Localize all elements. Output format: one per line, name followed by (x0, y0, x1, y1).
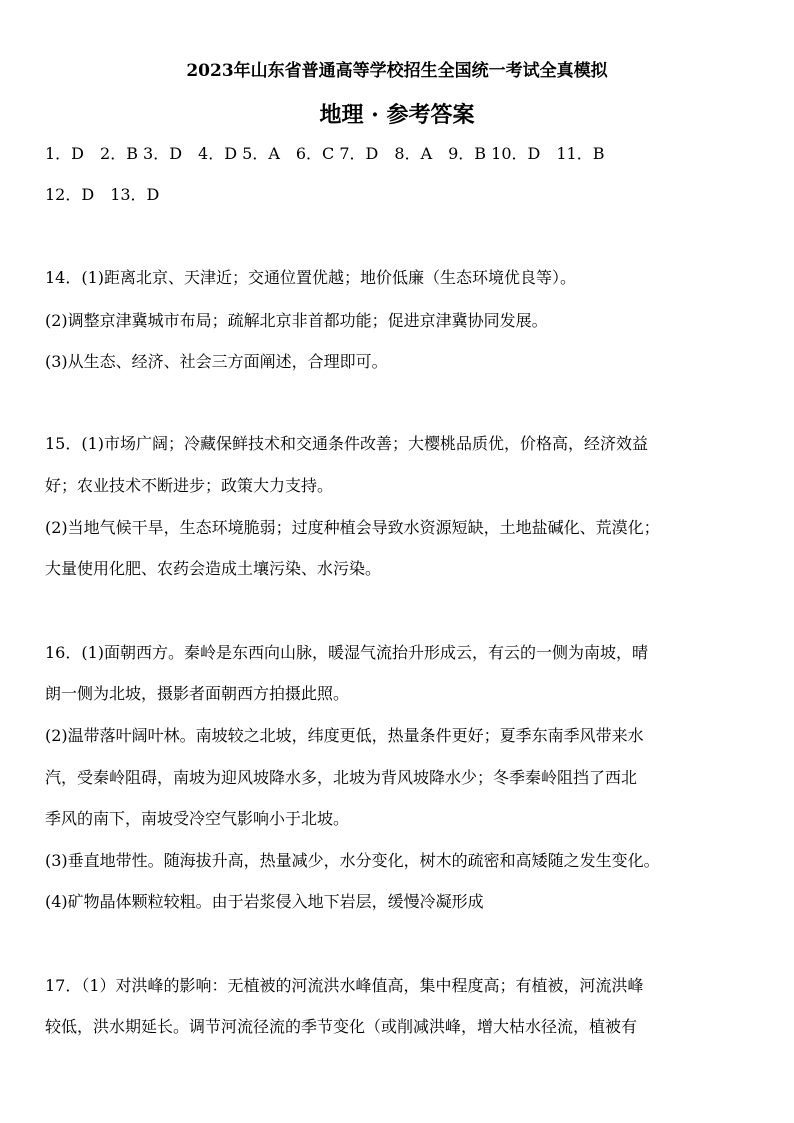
q16-line-1: 16．(1)面朝西方。秦岭是东西向山脉，暖湿气流抬升形成云，有云的一侧为南坡，晴 (45, 643, 649, 662)
section-title: 地理 · 参考答案 (319, 102, 475, 128)
q16-line-6: (3)垂直地带性。随海拔升高，热量减少，水分变化，树木的疏密和高矮随之发生变化。 (45, 851, 660, 870)
q17-line-1: 17．（1）对洪峰的影响：无植被的河流洪水峰值高，集中程度高；有植被，河流洪峰 (45, 976, 644, 995)
q17-line-2: 较低，洪水期延长。调节河流径流的季节变化（或削减洪峰，增大枯水径流，植被有 (45, 1017, 638, 1036)
q16-line-4: 汽，受秦岭阻碍，南坡为迎风坡降水多，北坡为背风坡降水少；冬季秦岭阻挡了西北 (45, 768, 638, 787)
q16-line-3: (2)温带落叶阔叶林。南坡较之北坡，纬度更低，热量条件更好；夏季东南季风带来水 (45, 726, 644, 745)
q14-line-1: 14．(1)距离北京、天津近；交通位置优越；地价低廉（生态环境优良等）。 (45, 268, 577, 287)
q16-line-7: (4)矿物晶体颗粒较粗。由于岩浆侵入地下岩层，缓慢冷凝形成 (45, 892, 484, 911)
q15-line-2: 好；农业技术不断进步；政策大力支持。 (45, 476, 334, 495)
q15-line-3: (2)当地气候干旱，生态环境脆弱；过度种植会导致水资源短缺，土地盐碱化、荒漠化； (45, 518, 660, 537)
choice-answers-line-1: 1．D 2．B 3．D 4．D 5．A 6．C 7．D 8．A 9．B 10．D 11．B (45, 144, 605, 163)
q14-line-2: (2)调整京津冀城市布局；疏解北京非首都功能；促进京津冀协同发展。 (45, 311, 548, 330)
exam-title: 2023年山东省普通高等学校招生全国统一考试全真模拟 (186, 61, 608, 81)
q14-line-3: (3)从生态、经济、社会三方面阐述，合理即可。 (45, 352, 388, 371)
q15-line-4: 大量使用化肥、农药会造成土壤污染、水污染。 (45, 559, 382, 578)
q16-line-5: 季风的南下，南坡受冷空气影响小于北坡。 (45, 809, 350, 828)
q16-line-2: 朗一侧为北坡，摄影者面朝西方拍摄此照。 (45, 684, 350, 703)
q15-line-1: 15．(1)市场广阔；冷藏保鲜技术和交通条件改善；大樱桃品质优，价格高，经济效益 (45, 434, 649, 453)
choice-answers-line-2: 12．D 13．D (45, 185, 160, 204)
